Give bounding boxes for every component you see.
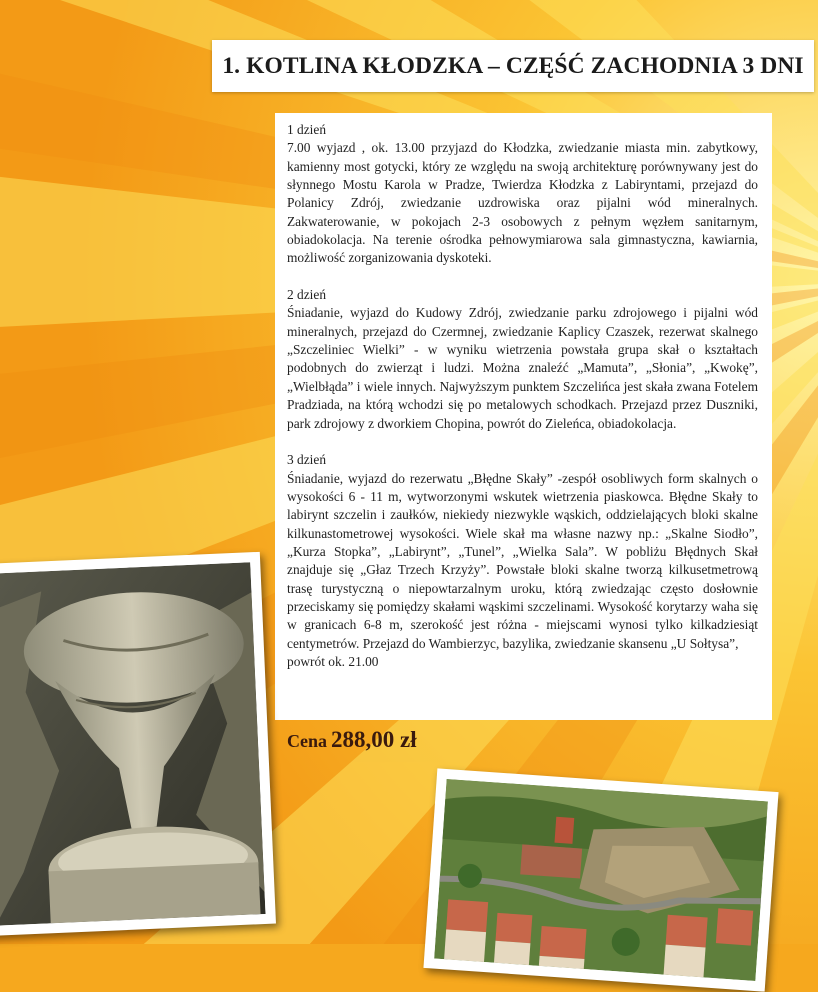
- day-3-section: [287, 451, 758, 671]
- title-banner: [212, 40, 814, 92]
- day-3-description: Śniadanie, wyjazd do rezerwatu „Błędne Skały” -zespół osobliwych form skalnych o wysokości 6 - 11 m, wytworzonymi wskutek wietrzenia piaskowca. Błędne Skały to labirynt szczelin i zaułków, niekiedy niezwykle wąskich, oddzielających bloki skalne kilkunastometrowej wysokości. Wiele skał ma własne nazwy np.: „Skalne Siodło”, „Kurza Stopka”, „Labirynt”, „Tunel”, „Wielka Sala”. W pobliżu Błędnych Skał znajduje się „Głaz Trzech Krzyży”. Powstałe bloki skalne tworzą kilkusetmetrową trasę turystyczną o niepowtarzalnym uroku, którą zwiedzając często dosłownie przeciskamy się pomiędzy skałami wąskimi szczelinami. Wysokość korytarzy waha się w granicach 6-8 m, szerokość jest różna - miejscami wynosi tylko kilkadziesiąt centymetrów. Przejazd do Wambierzyc, bazylika, zwiedzanie skansenu „U Sołtysa”,: [287, 470, 758, 651]
- day-2-section: [287, 286, 758, 433]
- klodzko-fortress-image: [434, 779, 768, 981]
- rock-formation-photo: [0, 552, 276, 936]
- day-3-return: powrót ok. 21.00: [287, 653, 379, 669]
- price-label: Cena: [287, 731, 327, 751]
- day-3-title: 3 dzień: [287, 452, 327, 468]
- price-value: 288,00 zł: [331, 727, 417, 752]
- day-2-description: Śniadanie, wyjazd do Kudowy Zdrój, zwiedzanie parku zdrojowego i pijalni wód mineralnych, przejazd do Czermnej, zwiedzanie Kaplicy Czaszek, rezerwat skalnego „Szczeliniec Wielki” - w wyniku wietrzenia powstała grupa skał o kształtach podobnych do zwierząt i ludzi. Można znaleźć „Mamuta”, „Słonia”, „Kwokę”, „Wielbłąda” i wiele innych. Najwyższym punktem Szczelińca jest skała zwana Fotelem Pradziada, na którą wchodzi się po metalowych schodkach. Przejazd przez Duszniki, park zdrojowy z dworkiem Chopina, powrót do Zieleńca, obiadokolacja.: [287, 305, 758, 431]
- price: [287, 727, 417, 753]
- klodzko-fortress-photo: [423, 768, 778, 991]
- day-1-section: [287, 121, 758, 268]
- day-1-title: 1 dzień: [287, 122, 327, 137]
- day-2-title: 2 dzień: [287, 287, 327, 303]
- rock-formation-image: [0, 562, 266, 925]
- page-title: 1. KOTLINA KŁODZKA – CZĘŚĆ ZACHODNIA 3 DNI: [222, 52, 804, 79]
- itinerary-panel: [275, 113, 772, 720]
- day-1-description: 7.00 wyjazd , ok. 13.00 przyjazd do Kłodzka, zwiedzanie miasta min. zabytkowy, kamienny most gotycki, który ze względu na swoją architekturę porównywany jest do słynnego Mostu Karola w Pradze, Twierdza Kłodzka z Labiryntami, przejazd do Polanicy Zdrój, zwiedzanie uzdrowiska oraz pijalni wód mineralnych. Zakwaterowanie, w pokojach 2-3 osobowych z pełnym węzłem sanitarnym, obiadokolacja. Na terenie ośrodka pełnowymiarowa sala gimnastyczna, kawiarnia, możliwość zorganizowania dyskoteki.: [287, 140, 758, 266]
